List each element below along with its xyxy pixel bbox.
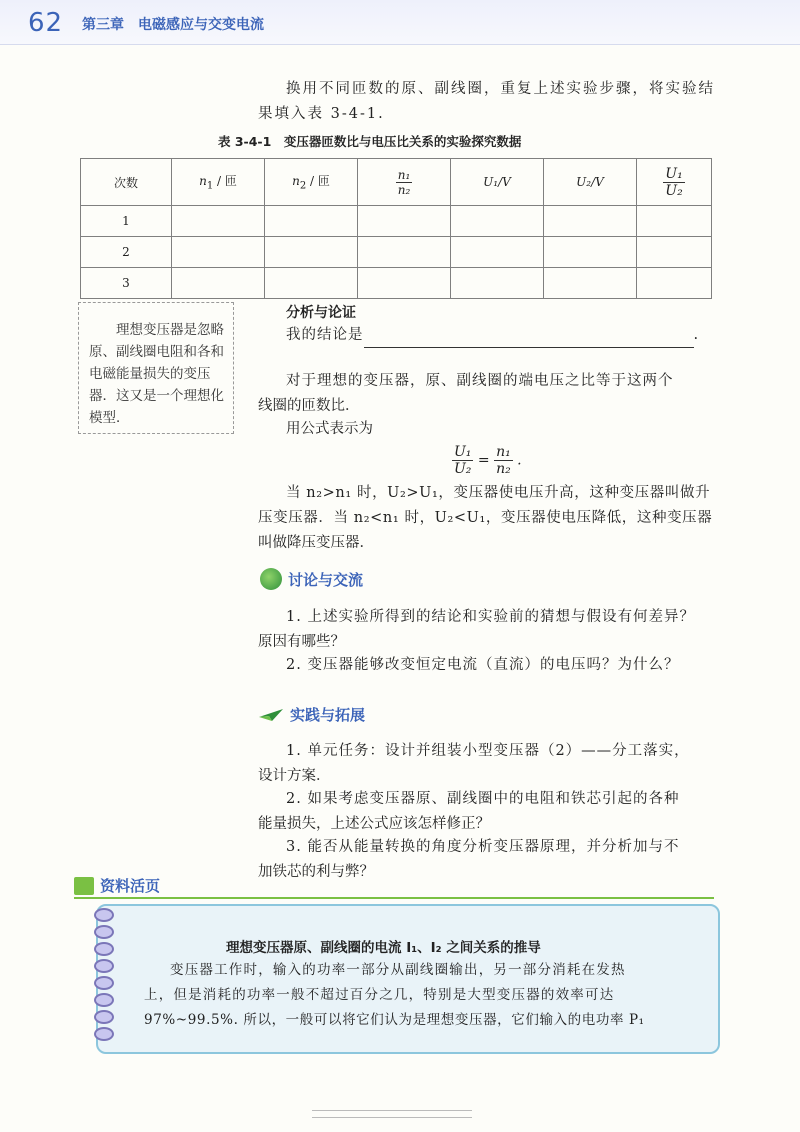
discussion-q1-line-2: 原因有哪些？ (258, 634, 345, 650)
formula-equals: = (477, 452, 490, 469)
header-u-ratio-den: U₂ (665, 182, 683, 199)
practice-item-2-line-1: 2. 如果考虑变压器原、副线圈中的电阻和铁芯引起的各种 (286, 791, 680, 807)
header-n2-sub: 2 (299, 180, 307, 192)
resource-line-3: 97%~99.5%. 所以，一般可以将它们认为是理想变压器，它们输入的电功率 P₁ (144, 1012, 645, 1028)
header-n2 (265, 159, 358, 206)
practice-item-1-line-1: 1. 单元任务：设计并组装小型变压器（2）——分工落实， (286, 743, 690, 759)
resource-line-2: 上，但是消耗的功率一般不超过百分之几，特别是大型变压器的效率可达 (144, 987, 615, 1003)
resource-title: 理想变压器原、副线圈的电流 I₁、I₂ 之间关系的推导 (226, 940, 541, 956)
header-u1: U₁/V (451, 159, 544, 206)
header-n1 (172, 159, 265, 206)
analysis-line-2: 线圈的匝数比． (258, 398, 360, 414)
practice-item-3-line-1: 3. 能否从能量转换的角度分析变压器原理，并分析加与不 (286, 839, 680, 855)
book-icon (74, 877, 94, 895)
header-u2: U₂/V (544, 159, 637, 206)
table-row (81, 268, 712, 299)
header-count: 次数 (81, 159, 172, 206)
intro-line-2: 果填入表 3-4-1. (258, 106, 385, 122)
analysis-line-5: 压变压器．当 n₂<n₁ 时，U₂<U₁，变压器使电压降低，这种变压器 (258, 510, 713, 526)
intro-line-1: 换用不同匝数的原、副线圈，重复上述实验步骤，将实验结 (286, 81, 715, 97)
practice-item-2-line-2: 能量损失，上述公式应该怎样修正？ (258, 816, 490, 832)
conclusion-line (286, 322, 699, 348)
paper-plane-icon (258, 707, 284, 723)
page-number: 62 (28, 8, 64, 38)
header-u-ratio-num: U₁ (665, 165, 683, 182)
formula-u1: U₁ (454, 444, 472, 460)
header-n-ratio (358, 159, 451, 206)
side-note: 理想变压器是忽略原、副线圈电阻和各和电磁能量损失的变压器．这又是一个理想化模型． (78, 302, 234, 434)
discussion-q2: 2. 变压器能够改变恒定电流（直流）的电压吗？为什么？ (286, 657, 680, 673)
analysis-line-3: 用公式表示为 (286, 421, 373, 437)
header-n1-symbol: n (199, 174, 207, 189)
header-n1-sub: 1 (206, 180, 214, 192)
header-n-ratio-den: n₂ (397, 182, 411, 197)
resource-divider (74, 897, 714, 899)
practice-item-1-line-2: 设计方案． (258, 768, 331, 784)
header-n2-unit: / 匝 (306, 174, 330, 189)
row-index: 3 (81, 268, 172, 299)
formula-u2: U₂ (454, 461, 472, 477)
discussion-q1-line-1: 1. 上述实验所得到的结论和实验前的猜想与假设有何差异？ (286, 609, 695, 625)
analysis-line-6: 叫做降压变压器． (258, 535, 374, 551)
header-n1-unit: / 匝 (213, 174, 237, 189)
page-header (0, 0, 800, 45)
data-table (80, 158, 712, 299)
header-n2-symbol: n (292, 174, 300, 189)
table-caption: 表 3-4-1 变压器匝数比与电压比关系的实验探究数据 (218, 134, 522, 149)
header-n-ratio-num: n₁ (397, 167, 411, 182)
resource-line-1: 变压器工作时，输入的功率一部分从副线圈输出，另一部分消耗在发热 (170, 962, 626, 978)
table-row (81, 237, 712, 268)
conclusion-end: . (693, 327, 700, 343)
row-index: 2 (81, 237, 172, 268)
formula-n1: n₁ (496, 444, 511, 460)
bottom-decoration (312, 1110, 472, 1118)
table-header-row (81, 159, 712, 206)
analysis-line-4: 当 n₂>n₁ 时，U₂>U₁，变压器使电压升高，这种变压器叫做升 (286, 485, 711, 501)
ratio-formula (452, 444, 522, 477)
conclusion-blank (364, 333, 694, 348)
formula-n2: n₂ (496, 461, 511, 477)
resource-tag (74, 875, 160, 896)
discussion-title: 讨论与交流 (288, 570, 364, 589)
discussion-heading (260, 568, 363, 590)
table-row (81, 206, 712, 237)
resource-tag-label: 资料活页 (100, 877, 161, 895)
chapter-title: 第三章 电磁感应与交变电流 (82, 17, 264, 33)
spiral-binding-icon (94, 908, 114, 1048)
practice-heading (258, 704, 365, 725)
practice-item-3-line-2: 加铁芯的利与弊？ (258, 864, 374, 880)
formula-end: . (517, 452, 522, 469)
analysis-heading: 分析与论证 (286, 305, 356, 321)
practice-title: 实践与拓展 (290, 706, 366, 724)
discussion-recycle-icon (260, 568, 282, 590)
conclusion-prefix: 我的结论是 (286, 327, 364, 343)
analysis-line-1: 对于理想的变压器，原、副线圈的端电压之比等于这两个 (286, 373, 674, 389)
header-u-ratio (637, 159, 712, 206)
row-index: 1 (81, 206, 172, 237)
